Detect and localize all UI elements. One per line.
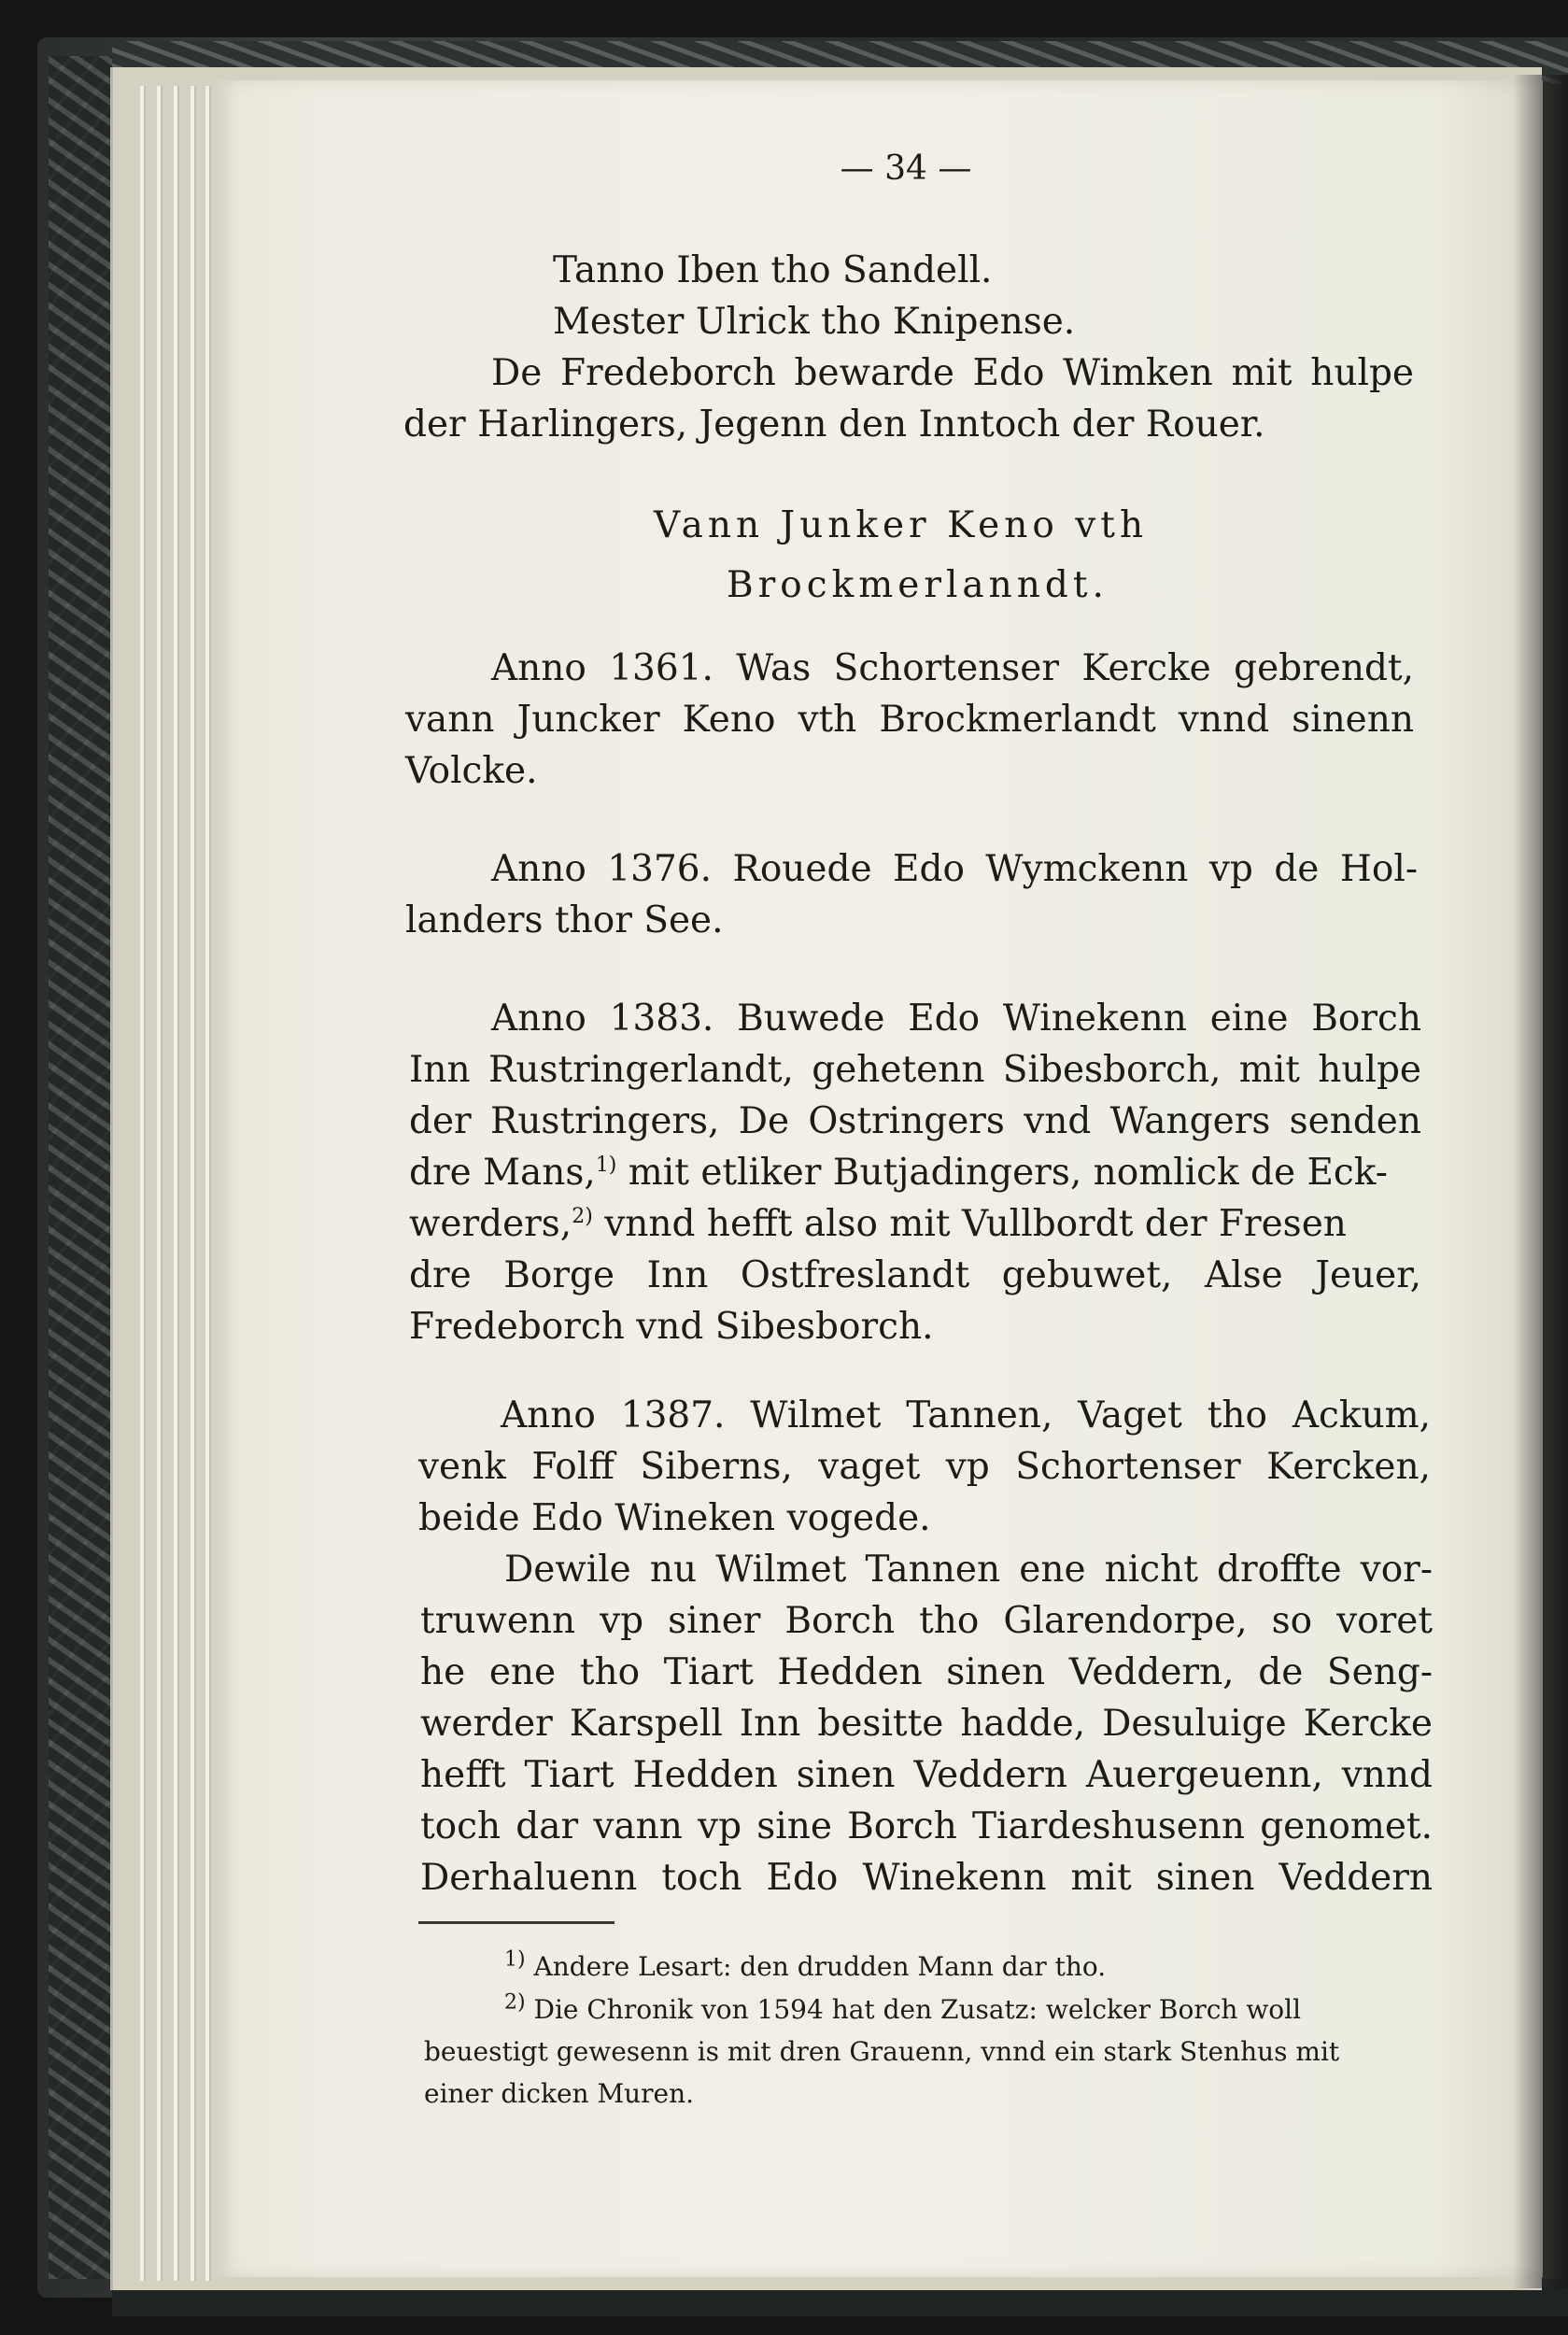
text-line: Volcke. bbox=[405, 750, 538, 792]
page-edge bbox=[140, 86, 146, 2281]
text-line: Fredeborch vnd Sibesborch. bbox=[409, 1306, 934, 1348]
text-line: Anno 1376. Rouede Edo Wymckenn vp de Hol- bbox=[491, 848, 1418, 890]
text-line: Anno 1383. Buwede Edo Winekenn eine Borch bbox=[491, 998, 1421, 1040]
footnote: $^{1)}$ Andere Lesart: den drudden Mann dar tho. bbox=[504, 1947, 1107, 1982]
page-edge bbox=[191, 86, 196, 2281]
footnote-ref: 1) bbox=[595, 1153, 617, 1177]
page-edge bbox=[174, 86, 179, 2281]
text-line: Mester Ulrick tho Knipense. bbox=[553, 301, 1076, 343]
spine-shadow bbox=[1513, 75, 1568, 2288]
text-line: werder Karspell Inn besitte hadde, Desuluige Kercke bbox=[420, 1703, 1433, 1745]
text-line: Anno 1387. Wilmet Tannen, Vaget tho Ackum, bbox=[501, 1394, 1431, 1436]
text-line: werders,$^{2)}$ vnnd hefft also mit Vullbordt der Fresen bbox=[409, 1203, 1347, 1245]
marbled-cover-edge bbox=[49, 56, 114, 2279]
text-line: Tanno Iben tho Sandell. bbox=[553, 249, 993, 291]
text-line: hefft Tiart Hedden sinen Veddern Auergeuenn, vnnd bbox=[420, 1754, 1433, 1796]
text-line: dre Mans,$^{1)}$ mit etliker Butjadingers, nomlick de Eck- bbox=[409, 1152, 1388, 1194]
text-line: Anno 1361. Was Schortenser Kercke gebrendt, bbox=[491, 647, 1414, 689]
text-line: he ene tho Tiart Hedden sinen Veddern, de Seng- bbox=[420, 1651, 1433, 1693]
page-edge bbox=[157, 86, 162, 2281]
text-line: Dewile nu Wilmet Tannen ene nicht droffte vor- bbox=[504, 1549, 1433, 1591]
footnote: $^{2)}$ Die Chronik von 1594 hat den Zusatz: welcker Borch woll bbox=[504, 1990, 1302, 2025]
text-line: truwenn vp siner Borch tho Glarendorpe, so voret bbox=[420, 1600, 1433, 1642]
text-line: der Harlingers, Jegenn den Inntoch der Rouer. bbox=[403, 403, 1265, 446]
text-line: landers thor See. bbox=[405, 899, 724, 941]
footnote-line: beuestigt gewesenn is mit dren Grauenn, vnnd ein stark Stenhus mit bbox=[424, 2036, 1340, 2067]
text-line: beide Edo Wineken vogede. bbox=[418, 1497, 931, 1539]
footnote-line: einer dicken Muren. bbox=[424, 2078, 695, 2109]
text-line: vann Juncker Keno vth Brockmerlandt vnnd sinenn bbox=[405, 699, 1414, 741]
footnote-rule bbox=[418, 1921, 614, 1924]
section-heading: Brockmerlanndt. bbox=[727, 564, 1109, 606]
text-line: Inn Rustringerlandt, gehetenn Sibesborch, mit hulpe bbox=[409, 1049, 1421, 1091]
footnote-ref: 2) bbox=[572, 1205, 593, 1228]
page-number: — 34 — bbox=[840, 149, 972, 188]
text-line: De Fredeborch bewarde Edo Wimken mit hulpe bbox=[491, 352, 1414, 394]
text-line: der Rustringers, De Ostringers vnd Wangers senden bbox=[409, 1100, 1421, 1142]
text-line: dre Borge Inn Ostfreslandt gebuwet, Alse Jeuer, bbox=[409, 1254, 1421, 1296]
page-edge bbox=[205, 86, 211, 2281]
text-line: toch dar vann vp sine Borch Tiardeshusenn genomet. bbox=[420, 1805, 1433, 1847]
text-line: Derhaluenn toch Edo Winekenn mit sinen Veddern bbox=[420, 1857, 1433, 1899]
section-heading: Vann Junker Keno vth bbox=[654, 504, 1149, 546]
text-line: venk Folff Siberns, vaget vp Schortenser Kercken, bbox=[418, 1446, 1431, 1488]
